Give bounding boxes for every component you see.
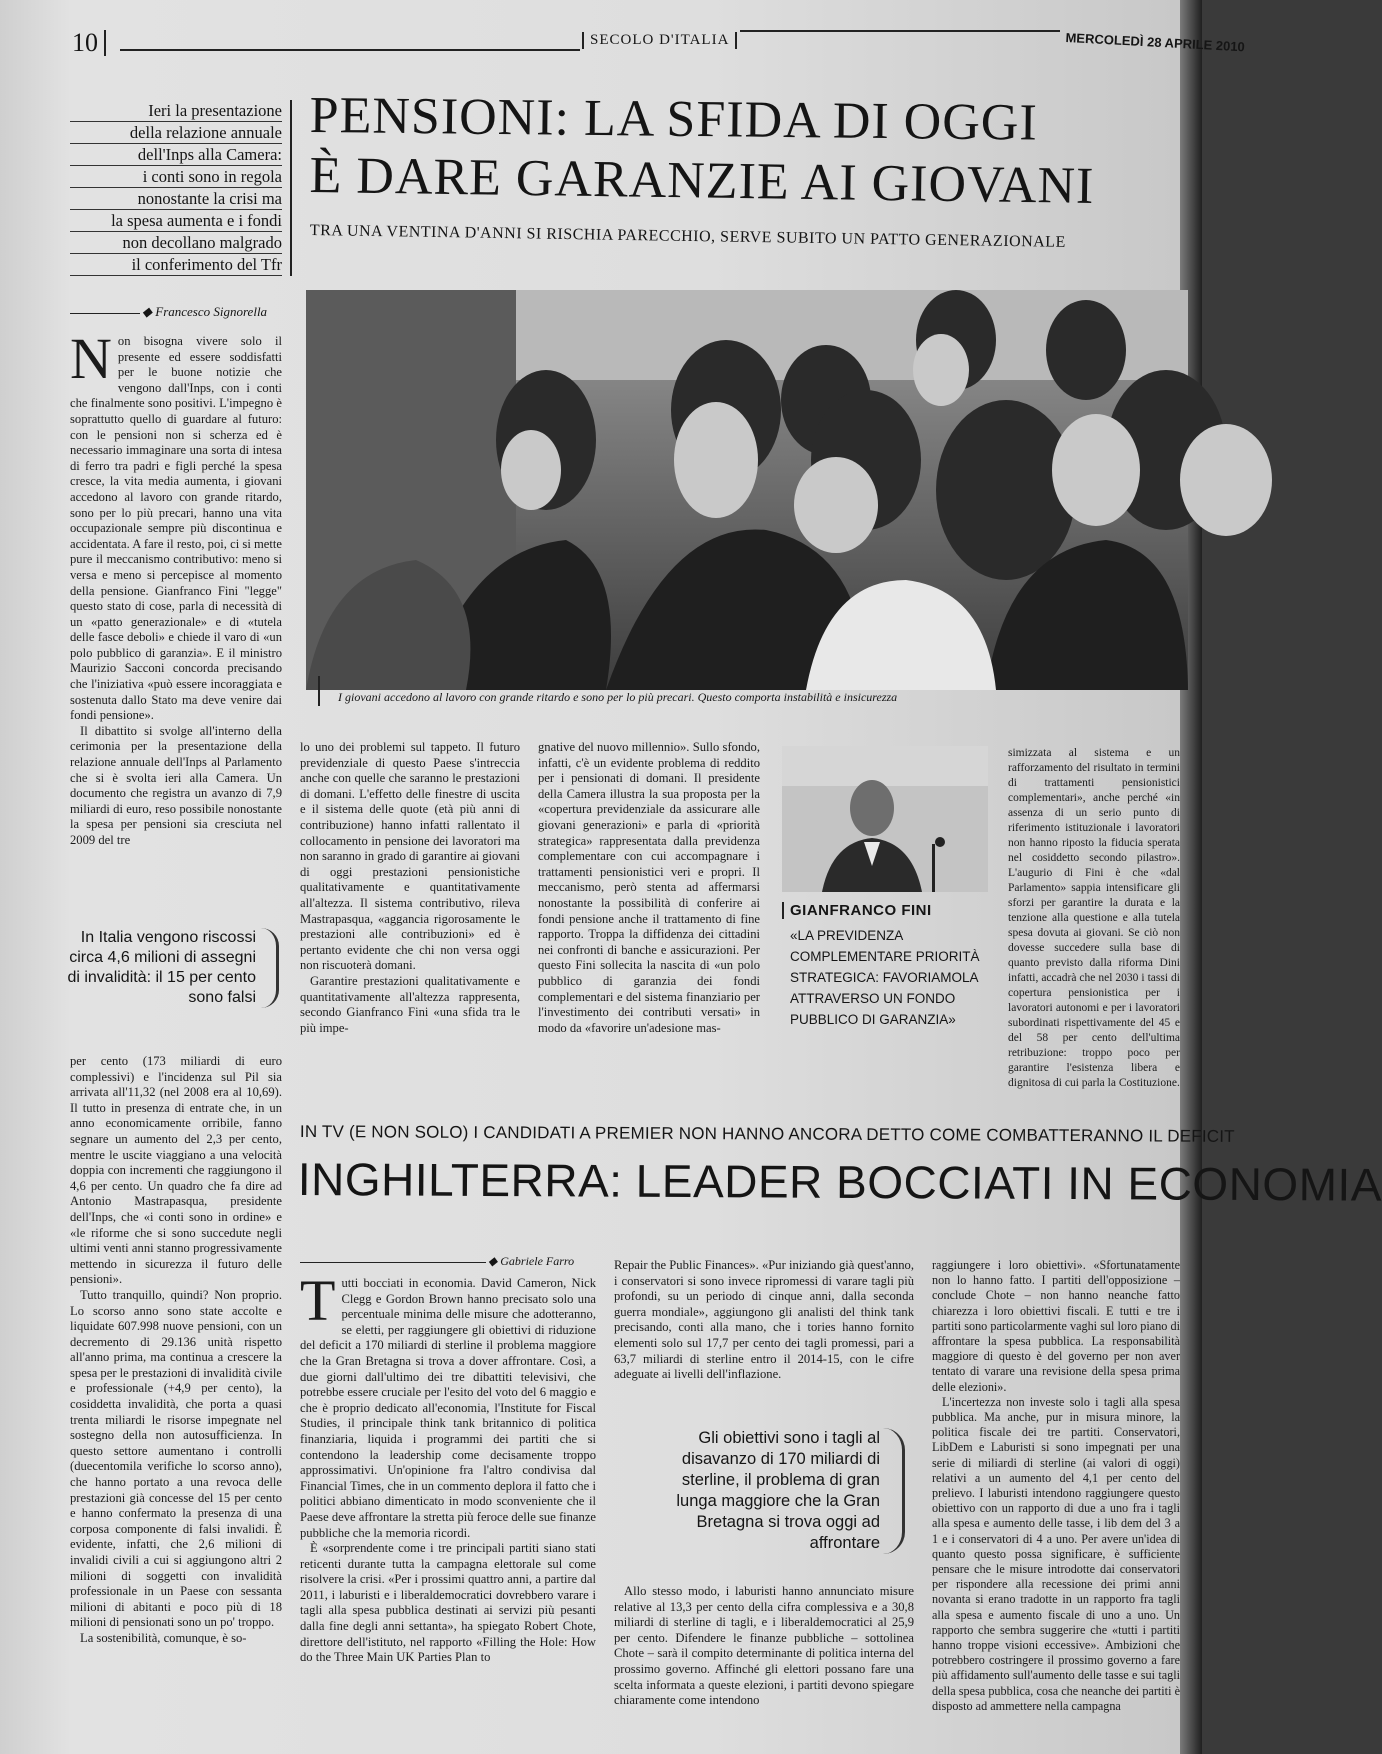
fini-photo bbox=[782, 746, 988, 892]
article1-headline-line1: PENSIONI: LA SFIDA DI OGGI bbox=[309, 87, 1039, 152]
article1-column1-top: Non bisogna vivere solo il presente ed essere soddisfatti per le buone notizie che vengono dall'Inps, con i conti che finalmente sono positivi. L'impegno è soprattutto quello di guardare al futuro: con le pensioni non si scherza ed è necessario immaginare una sorta di intesa di ferro tra padri e figli perché la spesa cresce, la vita media aumenta, i giovani accedono al lavoro con grande ritardo, sono per lo più precari, hanno una vita occupazionale sempre più discontinua e accidentata. A fare il resto, poi, ci si mette pure il meccanismo contributivo: meno si versa e meno si percepisce al momento della pensione. Gianfranco Fini "legge" questo stato di cose, parla di necessità di un «patto generazionale» e di «tutela delle fasce deboli» e chiede il varo di «un polo pubblico di garanzia». E il ministro Maurizio Sacconi concorda precisando che l'iniziativa «può essere incoraggiata e sostenuta dallo Stato ma deve venire dai fondi pensione». Il dibattito si svolge all'interno della cerimonia per la presentazione della relazione annuale dell'Inps al Parlamento che si è svolta ieri alla Camera. Un documento che registra un avanzo di 7,9 miliardi di euro, reso possibile nonostante la spesa per pensioni sia cresciuta nel 2009 del tre bbox=[70, 326, 282, 847]
caption-rule bbox=[318, 676, 320, 706]
header-rule-left bbox=[120, 49, 580, 51]
summary-line: il conferimento del Tfr bbox=[70, 254, 282, 276]
summary-line: dell'Inps alla Camera: bbox=[70, 144, 282, 166]
article1-headline-line2: È DARE GARANZIE AI GIOVANI bbox=[309, 147, 1095, 215]
article1-column1-bottom: per cento (173 miliardi di euro complessivi) e l'incidenza sul Pil sia arrivata all'11,32 (nel 2008 era al 10,69). Il tutto in presenza di entrate che, in un anno economicamente orribile, fanno segnare un aumento del 2,3 per cento, mentre le uscite viaggiano a una velocità doppia con incrementi che raggiungono il 4,6 per cento. Un quadro che fa dire ad Antonio Mastrapasqua, presidente dell'Inps, che «i conti sono in ordine» e «le riforme che si sono succedute negli ultimi venti anni stanno progressivamente mettendo in sicurezza il futuro delle pensioni». Tutto tranquillo, quindi? Non proprio. Lo scorso anno sono state accolte e liquidate 607.998 nuove pensioni, con un decremento di 29.136 unità rispetto all'anno prima, ma continua a crescere la spesa per le prestazioni di invalidità civile e professionale (+4,9 per cento), la cosiddetta invalidità, che porta a quasi trenta miliardi le risorse impegnate nel sostegno della non autosufficienza. In questo settore aumentano i controlli (duecentomila verifiche lo scorso anno), che hanno portato a una revoca delle prestazioni già concesse del 15 per cento e hanno confermato la presenza di una corposa componente di falsi invalidi. È evidente, infatti, che 2,6 milioni di invalidi civili a cui si aggiungono altri 2 milioni di soggetti con invalidità professionale in un Paese con sessanta milioni di abitanti e poco più di 18 milioni di pensionati sono un po' troppo. La sostenibilità, comunque, è so- bbox=[70, 1054, 282, 1645]
article1-column3: gnative del nuovo millennio». Sullo sfondo, infatti, c'è un evidente problema di reddito per i pensionati di domani. Il presidente della Camera illustra la sua proposta per la «copertura previdenziale da assicurare alle giovani generazioni» e parla di «priorità strategica» rappresentata dalla previdenza complementare con cui accompagnare i trattamenti pensionistici veri e propri. Il meccanismo, però stenta ad affermarsi nonostante la possibilità di conferire ai fondi pensione anche il trattamento di fine rapporto. Troppa la diffidenza dei cittadini nei confronti di banche e assicurazioni. Per questo Fini sollecita la nascita di «un polo pubblico di garanzia dei fondi complementari e del sistema finanziario per l'investimento dei contributi versati» in modo da «favorire un'adesione mas- bbox=[538, 740, 760, 1035]
summary-line: la spesa aumenta e i fondi bbox=[70, 210, 282, 232]
students-photo-illustration bbox=[306, 290, 1188, 690]
summary-line: nonostante la crisi ma bbox=[70, 188, 282, 210]
binding-shadow bbox=[1180, 0, 1202, 1754]
article1-byline: ◆ Francesco Signorella bbox=[142, 304, 268, 319]
issue-date: MERCOLEDÌ 28 APRILE 2010 bbox=[1065, 30, 1246, 55]
byline-rule bbox=[70, 313, 140, 314]
article2-column1: Tutti bocciati in economia. David Cameron, Nick Clegg e Gordon Brown hanno precisato solo una percentuale minima delle misure che adotteranno, se eletti, per raggiungere gli obiettivi di riduzione del deficit a 170 miliardi di sterline il problema maggiore che la Gran Bretagna si trova a dover affrontare. Così, a due giorni dall'ultimo dei tre dibattiti televisivi, che potrebbe essere cruciale per l'esito del voto del 6 maggio e che è proprio dedicato all'economia, l'Institute for Fiscal Studies, il principale think tank britannico di politica finanziaria, liquida i programmi dei partiti che si contendono la leadership come decisamente troppo approssimativi. Un'opinione fra l'altro condivisa dal Financial Times, che in un commento deplora il fatto che i politici abbiano dimenticato in modo sconveniente che il Paese deve affrontare la stretta più feroce delle sue finanze pubbliche che la memoria ricordi. È «sorprendente come i tre principali partiti siano stati reticenti durante tutta la campagna elettorale sul come risolvere la crisi. «Per i prossimi quattro anni, a partire dal 2011, i laburisti e i liberaldemocratici dovrebbero varare i tagli alla spesa pubblica destinati ai servizi più pesanti dalla fine degli anni settanta», ha spiegato Robert Chote, direttore dell'istituto, nel rapporto «Filling the Hole: How do the Three Main UK Parties Plan to bbox=[300, 1268, 596, 1665]
fini-name: GIANFRANCO FINI bbox=[782, 902, 988, 919]
article2-byline-rule bbox=[300, 1262, 486, 1263]
header-rule-right bbox=[740, 30, 1060, 32]
photo-caption: I giovani accedono al lavoro con grande ritardo e sono per lo più precari. Questo comporta instabilità e insicurezza bbox=[338, 690, 898, 704]
page-number: 10 bbox=[72, 30, 106, 56]
article2-pullquote: Gli obiettivi sono i tagli al disavanzo di 170 miliardi di sterline, il problema di gran lunga maggiore che la Gran Bretagna si trova oggi ad affrontare bbox=[640, 1428, 905, 1554]
article1-summary bbox=[70, 100, 292, 276]
article2-byline: ◆ Gabriele Farro bbox=[488, 1254, 575, 1268]
students-photo bbox=[306, 290, 1188, 690]
article1-column2: lo uno dei problemi sul tappeto. Il futuro previdenziale di questo Paese s'intreccia anche con quelle che saranno le prestazioni di domani. L'effetto delle finestre di uscita e il sistema delle quote (età più anni di contribuzione) hanno infatti rallentato il collocamento in pensione dei lavoratori ma non saranno in grado di garantire ai giovani di oggi prestazioni pensionistiche qualitativamente e quantitativamente all'altezza. Il sistema contributivo, rileva Mastrapasqua, «aggancia rigorosamente le prestazioni alle contribuzioni» ed è pertanto evidente che chi non versa oggi non riscuoterà domani. Garantire prestazioni qualitativamente e quantitativamente all'altezza rappresenta, secondo Gianfranco Fini «una sfida tra le più impe- bbox=[300, 740, 520, 1035]
article1-column5: simizzata al sistema e un rafforzamento del risultato in termini di trattamenti pensionistici complementari», anche perché «in assenza di un serio punto di riferimento istituzionale i lavoratori non hanno riposto la fiducia sperata nel cosiddetto secondo pilastro». L'augurio di Fini è che «dal Parlamento» sappia intensificare gli sforzi per garantire la durata e la tenzione alla questione e alla tutela spesa dovuta ai giovani. Se ciò non dovesse succedere sulla base di quanto previsto dalla riforma Dini infatti, accadrà che nel 2030 i tassi di copertura pensionistica per i lavoratori autonomi e per i lavoratori subordinati rispettivamente del 45 e del 58 per cento dell'ultima retribuzione: troppo poco per garantire l'esistenza libera e dignitosa di cui parla la Costituzione. bbox=[1008, 747, 1180, 1089]
summary-line: i conti sono in regola bbox=[70, 166, 282, 188]
fini-box bbox=[782, 746, 988, 1046]
article2-kicker: IN TV (E NON SOLO) I CANDIDATI A PREMIER NON HANNO ANCORA DETTO COME COMBATTERANNO IL DEFICIT bbox=[299, 1122, 1235, 1146]
article1-subhead: TRA UNA VENTINA D'ANNI SI RISCHIA PARECCHIO, SERVE SUBITO UN PATTO GENERAZIONALE bbox=[309, 222, 1066, 251]
article1-pullquote: In Italia vengono riscossi circa 4,6 milioni di assegni di invalidità: il 15 per cento sono falsi bbox=[56, 928, 279, 1008]
newspaper-name: SECOLO D'ITALIA bbox=[582, 32, 737, 49]
summary-line: della relazione annuale bbox=[70, 122, 282, 144]
article2-column3: raggiungere i loro obiettivi». «Sfortunatamente non lo hanno fatto. I partiti dell'opposizione – conclude Chote – non hanno neanche fatto chiarezza i loro obiettivi fiscali. E tutti e tre i partiti sono particolarmente vaghi sul loro piano di affrontare la spesa pubblica. La responsabilità maggiore di questo è del governo per non aver tentato di varare una revisione della spesa prima delle elezioni». L'incertezza non investe solo i tagli alla spesa pubblica. Ma anche, pur in misura minore, la politica fiscale dei tre partiti. Conservatori, LibDem e Laburisti si sono impegnati per una serie di miliardi di sterline (ai valori di oggi) relativi a un aumento del 4,1 per cento del prelievo. I laburisti intendono raggiungere questo obiettivo con un rapporto di due a uno fra i tagli alla spesa e aumento delle tasse, i lib dem del 3 a 1 e i conservatori di 4 a uno. Per avere un'idea di quanto questo possa significare, è sufficiente pensare che le misure introdotte dai conservatori per rispondere alla recessione dei primi anni novanta si erano tradotte in un rapporto fra tagli alla spesa e aumento fiscale di uno a uno. Un rapporto che sembra suggerire che «tutti i partiti hanno troppe visioni eccessive». Ambizioni che potrebbero costringere il prossimo governo a fare più affidamento sull'aumento delle tasse e sui tagli della spesa pubblica, cosa che neanche dei partiti è disposto ad ammettere nella campagna bbox=[932, 1258, 1180, 1713]
fini-quote: «LA PREVIDENZA COMPLEMENTARE PRIORITÀ STRATEGICA: FAVORIAMOLA ATTRAVERSO UN FONDO PUBBLICO DI GARANZIA» bbox=[790, 928, 980, 1027]
article2-headline: INGHILTERRA: LEADER BOCCIATI IN ECONOMIA bbox=[297, 1153, 1382, 1211]
summary-line: non decollano malgrado bbox=[70, 232, 282, 254]
article2-column2: Repair the Public Finances». «Pur iniziando già quest'anno, i conservatori si sono invece ripromessi di varare tagli più profondi, su un periodo di cinque anni, dalla seconda guerra mondiale», aggiungono gli analisti del think tank precisando, conti alla mano, che i tories hanno fornito elementi solo sul 17,7 per cento dei tagli promessi, pari a 63,7 miliardi di sterline entro il 2014-15, con le cifre adeguate ai livelli dell'inflazione. bbox=[614, 1258, 914, 1382]
summary-line: Ieri la presentazione bbox=[70, 100, 282, 122]
fini-portrait bbox=[782, 746, 988, 892]
article2-column2-bottom: Allo stesso modo, i laburisti hanno annunciato misure relative al 13,3 per cento della cifra complessiva e a 30,8 miliardi di sterline di tagli, e i liberaldemocratici al 25,9 per cento. Difendere le finanze pubbliche – sottolinea Chote – sarà il compito determinante di politica interna del prossimo governo. Affinché gli elettori possano fare una scelta informata a queste elezioni, i partiti devono spiegare chiaramente come intendono bbox=[614, 1584, 914, 1708]
